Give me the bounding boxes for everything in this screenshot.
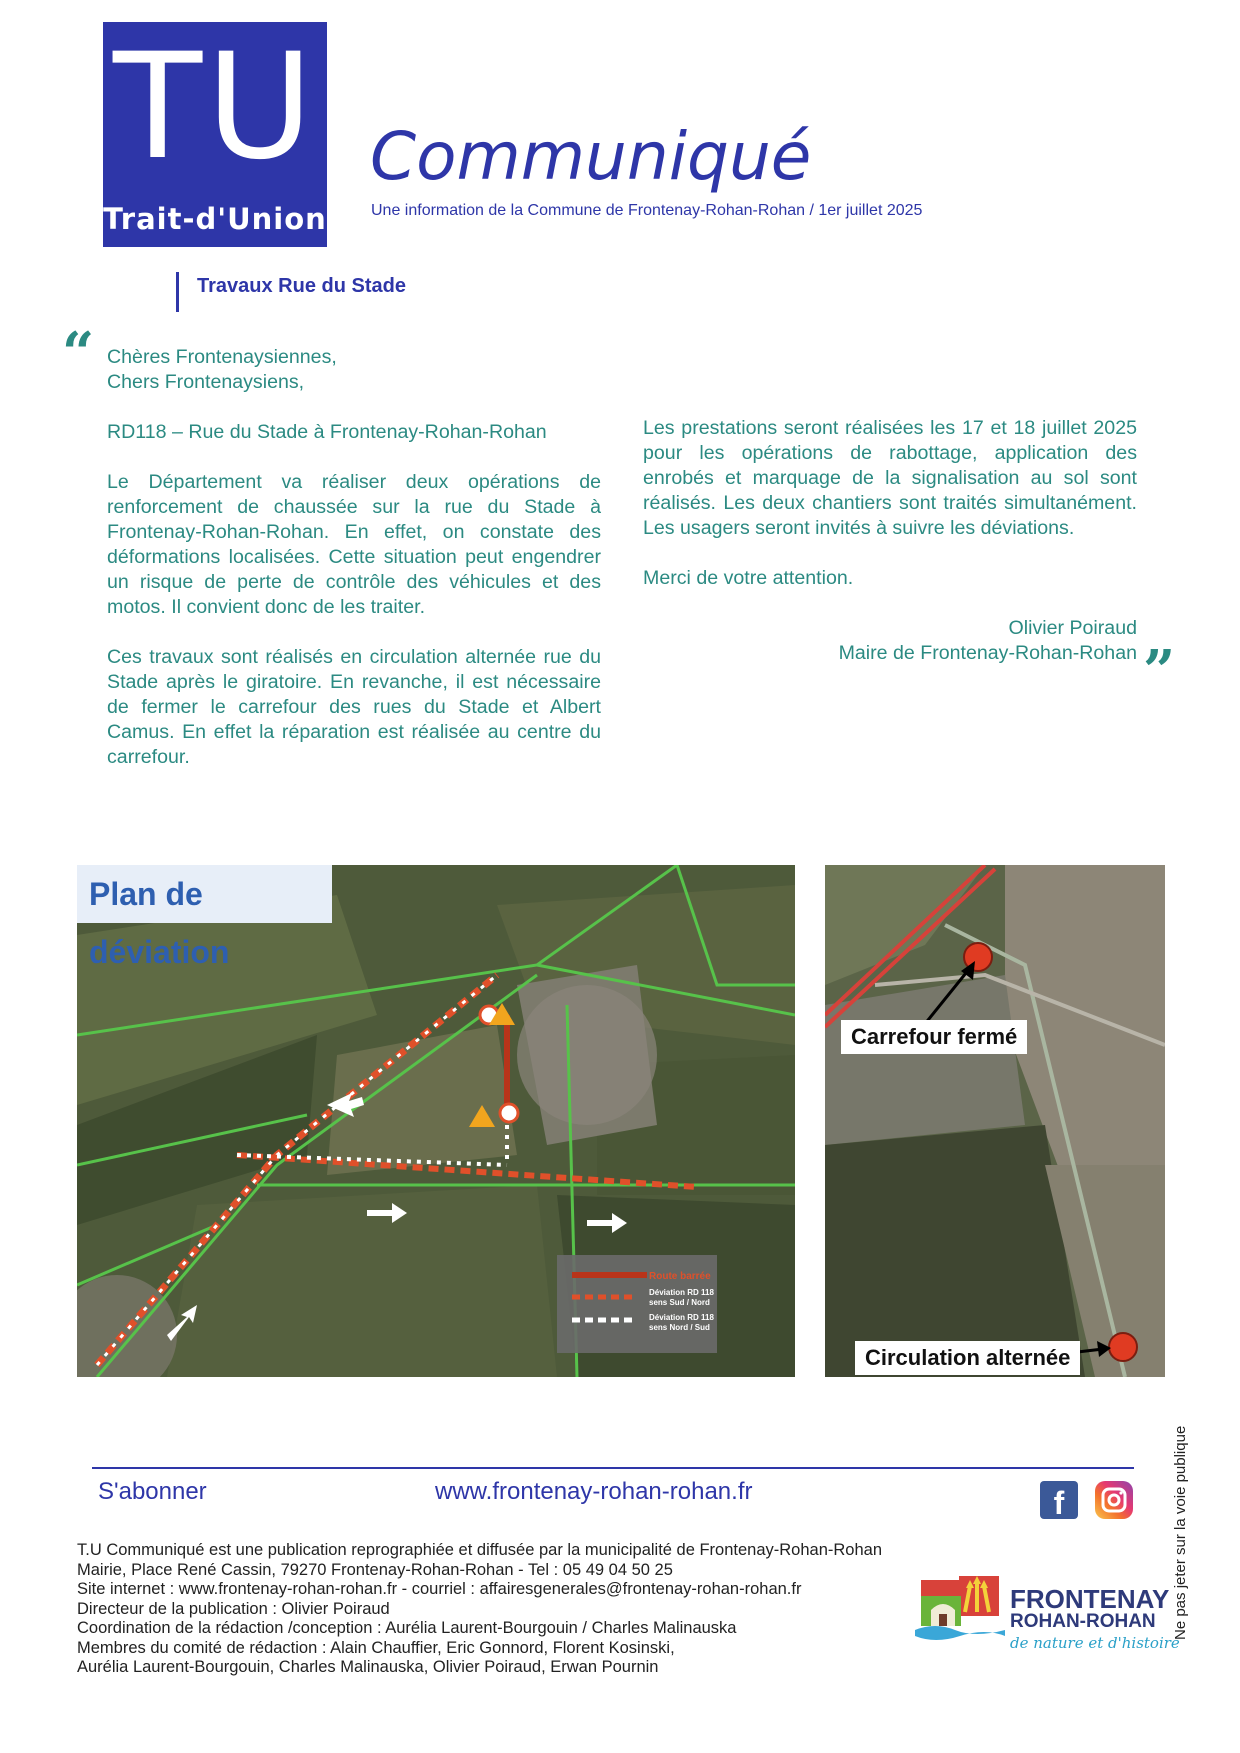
greeting-line-2: Chers Frontenaysiens, xyxy=(107,371,305,393)
credits-line: Directeur de la publication : Olivier Poiraud xyxy=(77,1599,390,1618)
trait-union-logo xyxy=(103,22,327,247)
legend-dev2-line1: Déviation RD 118 xyxy=(649,1313,714,1322)
instagram-icon[interactable] xyxy=(1095,1481,1133,1519)
page-title: Communiqué xyxy=(370,118,812,195)
letter-column-left xyxy=(107,345,601,795)
detail-map-image xyxy=(825,865,1165,1377)
footer-divider xyxy=(92,1467,1134,1469)
town-emblem-icon xyxy=(915,1572,1005,1644)
legend-closed: Route barrée xyxy=(649,1271,711,1282)
credits-line: Mairie, Place René Cassin, 79270 Frontenay-Rohan-Rohan - Tel : 05 49 04 50 25 xyxy=(77,1560,673,1579)
legend-dev1-line2: sens Sud / Nord xyxy=(649,1298,710,1307)
brand-name-line2: ROHAN-ROHAN xyxy=(1010,1611,1156,1632)
town-logo-emblem xyxy=(915,1572,1005,1644)
label-circulation-alternee: Circulation alternée xyxy=(855,1341,1080,1375)
legend-dev1-line1: Déviation RD 118 xyxy=(649,1288,714,1297)
section-title: Travaux Rue du Stade xyxy=(197,275,406,297)
credits-line: Site internet : www.frontenay-rohan-rohan.fr - courriel : affairesgenerales@frontenay-rohan-rohan.fr xyxy=(77,1580,802,1598)
paragraph-thanks: Merci de votre attention. xyxy=(643,567,854,589)
signer-name: Olivier Poiraud xyxy=(1008,617,1137,639)
publication-credits xyxy=(77,1541,882,1678)
signer-role: Maire de Frontenay-Rohan-Rohan xyxy=(838,642,1137,664)
close-quote-icon: ” xyxy=(1143,638,1176,704)
deviation-map xyxy=(77,865,795,1377)
facebook-icon[interactable]: f xyxy=(1040,1481,1078,1519)
credits-line: Aurélia Laurent-Bourgouin, Charles Malinauska, Olivier Poiraud, Erwan Pournin xyxy=(77,1658,659,1676)
paragraph-road: RD118 – Rue du Stade à Frontenay-Rohan-Rohan xyxy=(107,421,547,443)
detail-map xyxy=(825,865,1165,1377)
section-divider xyxy=(176,272,179,312)
brand-name-line1: FRONTENAY xyxy=(1010,1584,1170,1614)
label-carrefour-ferme: Carrefour fermé xyxy=(841,1020,1027,1054)
credits-line: Membres du comité de rédaction : Alain Chauffier, Eric Gonnord, Florent Kosinski, xyxy=(77,1638,675,1657)
greeting-line-1: Chères Frontenaysiennes, xyxy=(107,346,337,368)
paragraph-traffic: Ces travaux sont réalisés en circulation alternée rue du Stade après le giratoire. En revanche, il est nécessaire de fermer le carrefour des rues du Stade et Albert Camus. En effet la réparation est réalisée au centre du carrefour. xyxy=(107,646,601,768)
credits-line: Coordination de la rédaction /conception : Aurélia Laurent-Bourgouin / Charles Malinauska xyxy=(77,1619,737,1637)
paragraph-works: Le Département va réaliser deux opérations de renforcement de chaussée sur la rue du Stade à Frontenay-Rohan-Rohan. En effet, on constate des déformations localisées. Cette situation peut engendrer un risque de perte de contrôle des véhicules et des motos. Il convient donc de les traiter. xyxy=(107,471,601,618)
logo-letters: TU xyxy=(112,22,318,192)
open-quote-icon: “ xyxy=(62,320,95,386)
credits-line: T.U Communiqué est une publication reprographiée et diffusée par la municipalité de Frontenay-Rohan-Rohan xyxy=(77,1541,883,1559)
map-title: Plan de déviation xyxy=(77,865,332,923)
tagline: Une information de la Commune de Frontenay-Rohan-Rohan / 1er juillet 2025 xyxy=(371,202,923,219)
side-note: Ne pas jeter sur la voie publique xyxy=(1172,1425,1189,1640)
legend-dev2-line2: sens Nord / Sud xyxy=(649,1323,710,1332)
paragraph-schedule: Les prestations seront réalisées les 17 et 18 juillet 2025 pour les opérations de rabottage, application des enrobés et marquage de la signalisation au sol sont réalisés. Les deux chantiers sont traités simultanément. Les usagers seront invités à suivre les déviations. xyxy=(643,417,1137,539)
website-link[interactable]: www.frontenay-rohan-rohan.fr xyxy=(435,1478,753,1505)
brand-tagline: de nature et d'histoire xyxy=(1010,1634,1180,1652)
letter-column-right xyxy=(643,416,1137,666)
instagram-glyph xyxy=(1095,1481,1133,1519)
subscribe-link[interactable]: S'abonner xyxy=(98,1478,207,1505)
logo-subtitle: Trait-d'Union xyxy=(103,202,327,236)
